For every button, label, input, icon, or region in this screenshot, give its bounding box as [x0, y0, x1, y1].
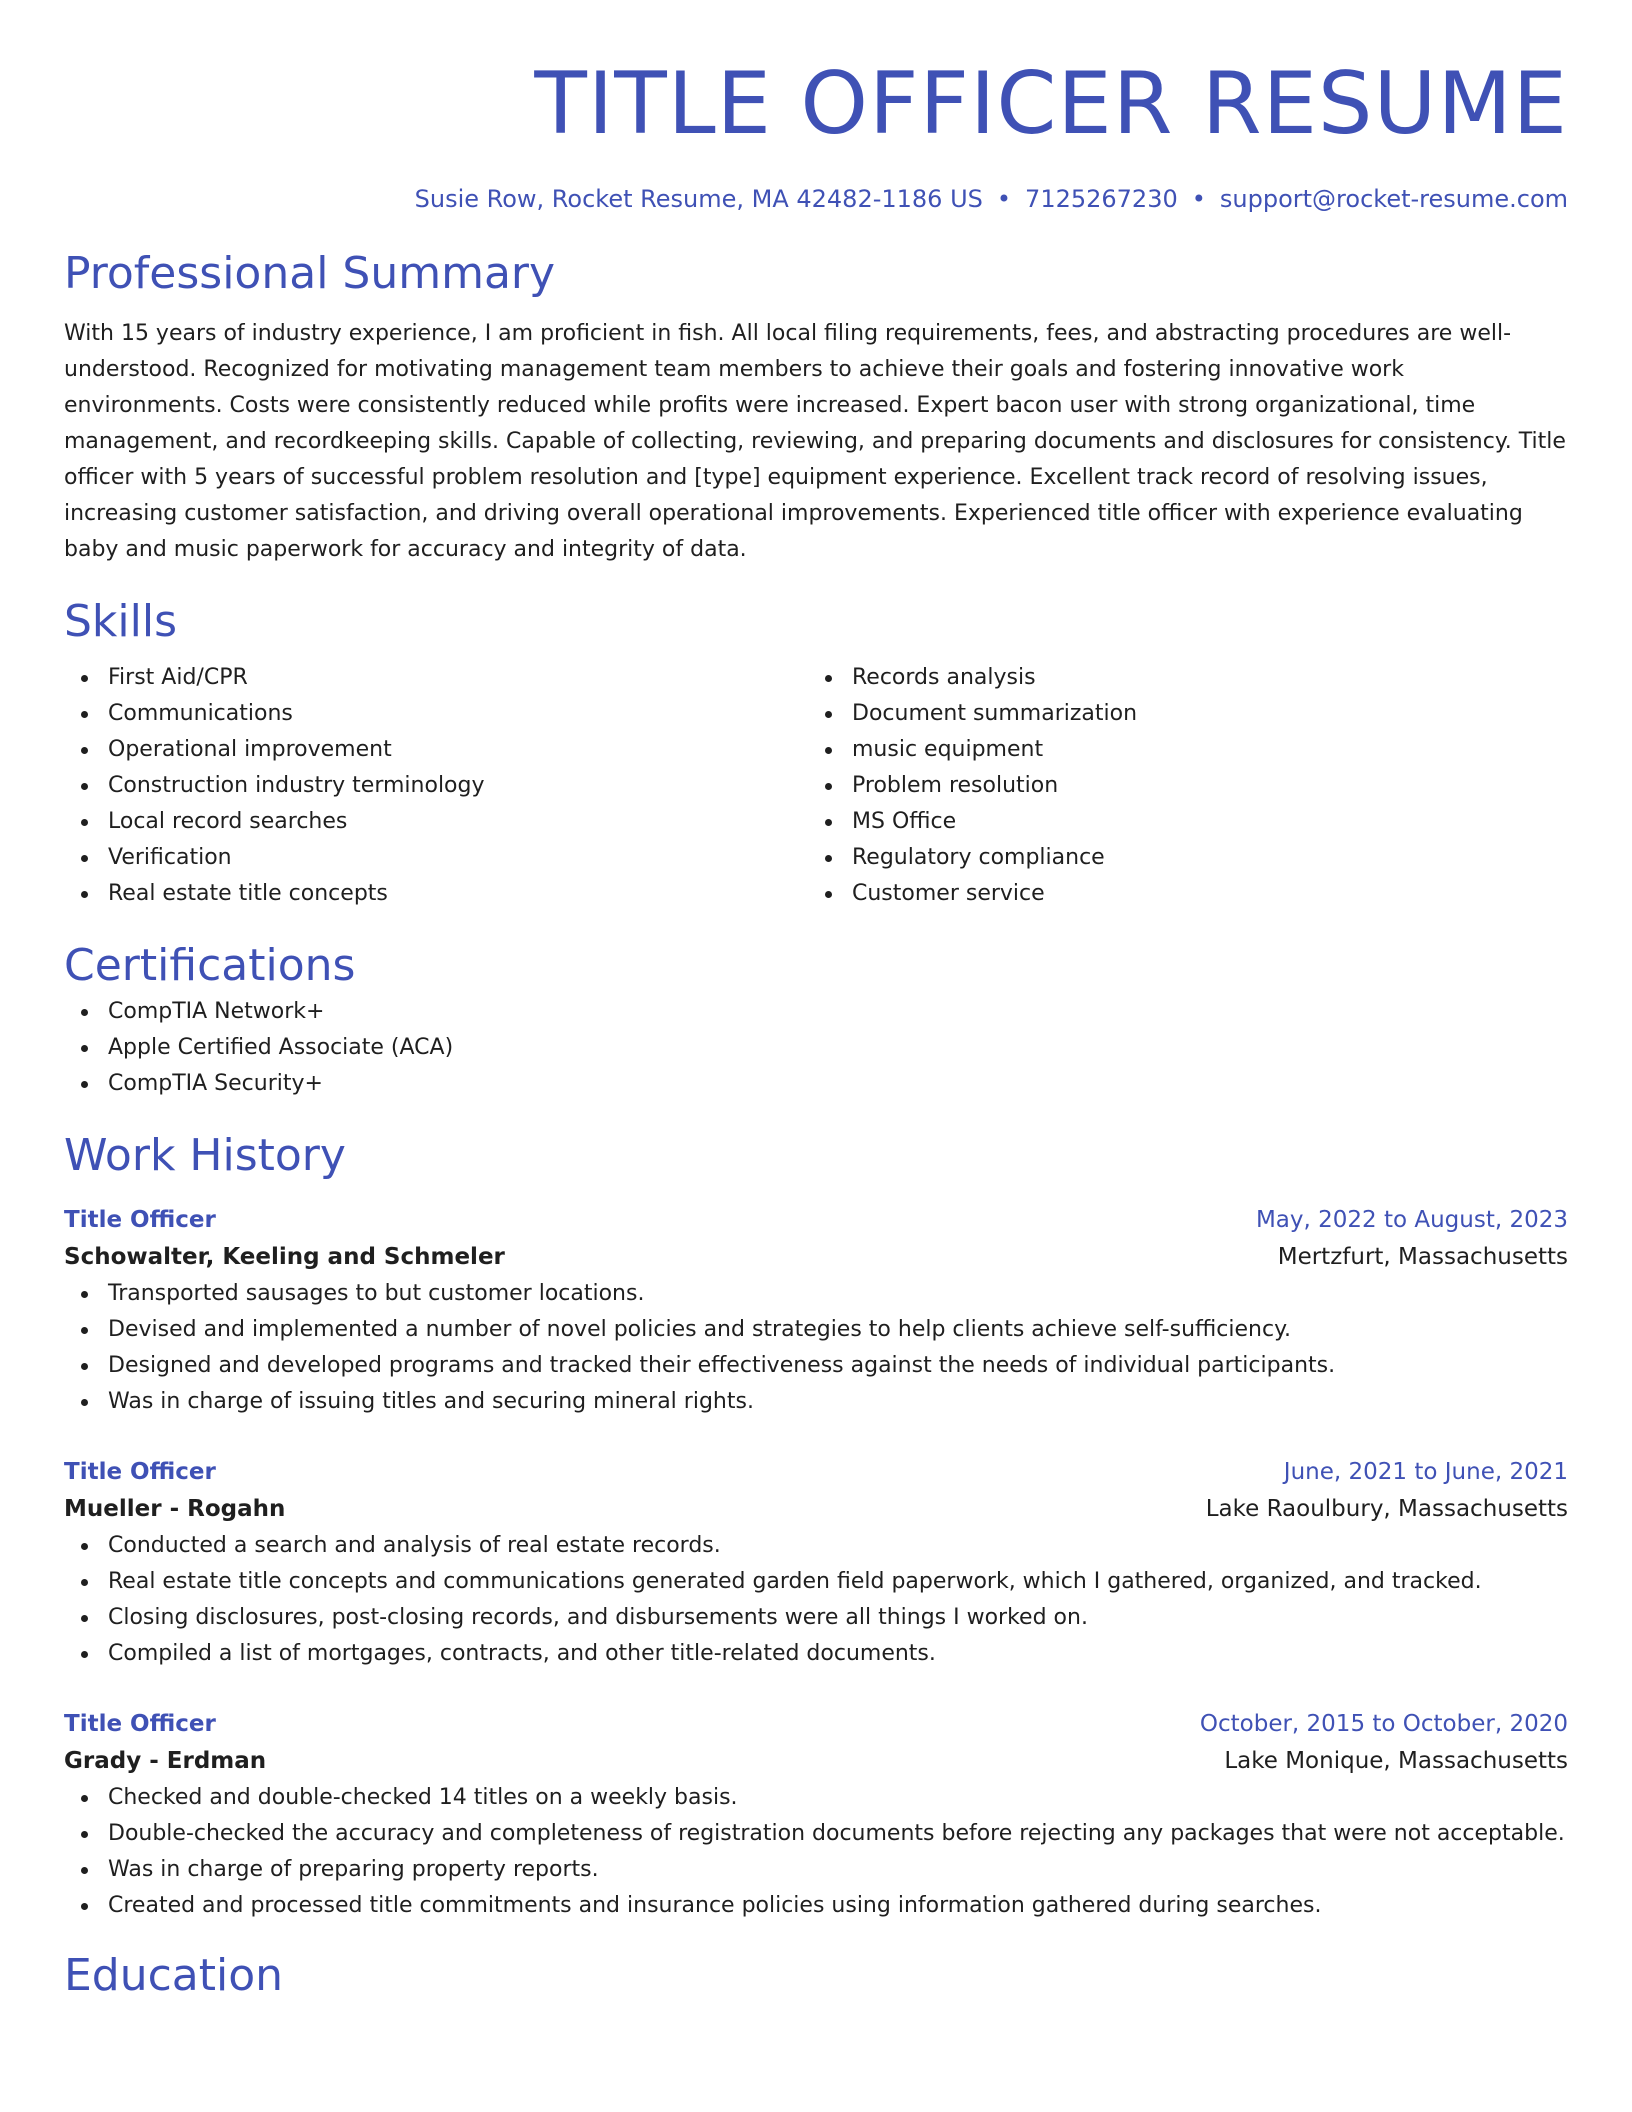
skill-item: Records analysis [852, 660, 1552, 696]
job-bullet: Conducted a search and analysis of real estate records. [108, 1528, 1568, 1564]
job-entry [64, 1454, 1568, 1672]
skill-item: Regulatory compliance [852, 840, 1552, 876]
skill-item: Customer service [852, 876, 1552, 912]
job-bullet: Checked and double-checked 14 titles on a weekly basis. [108, 1780, 1568, 1816]
job-bullet: Devised and implemented a number of novel policies and strategies to help clients achieve self-sufficiency. [108, 1312, 1568, 1348]
job-header-row [64, 1706, 1568, 1742]
certification-item: CompTIA Security+ [108, 1066, 1568, 1102]
skill-item: First Aid/CPR [108, 660, 808, 696]
job-title: Title Officer [64, 1207, 216, 1233]
job-company: Grady - Erdman [64, 1748, 267, 1774]
job-location: Lake Raoulbury, Massachusetts [1205, 1496, 1568, 1522]
job-company-row [64, 1238, 1568, 1276]
job-company-row [64, 1742, 1568, 1780]
job-bullet: Designed and developed programs and tracked their effectiveness against the needs of individual participants. [108, 1348, 1568, 1384]
education-heading: Education [64, 1950, 284, 2001]
work-history-heading: Work History [64, 1130, 346, 1181]
skill-item: Construction industry terminology [108, 768, 808, 804]
certifications-heading: Certifications [64, 940, 356, 991]
job-bullet: Created and processed title commitments and insurance policies using information gathered during searches. [108, 1888, 1568, 1924]
job-header-row [64, 1454, 1568, 1490]
contact-email: support@rocket-resume.com [1219, 185, 1568, 213]
contact-address: Susie Row, Rocket Resume, MA 42482-1186 US [414, 185, 983, 213]
skills-list-left [64, 660, 808, 912]
skill-item: Communications [108, 696, 808, 732]
skill-item: Operational improvement [108, 732, 808, 768]
job-bullet: Double-checked the accuracy and completeness of registration documents before rejecting any packages that were not acceptable. [108, 1816, 1568, 1852]
job-bullets [64, 1276, 1568, 1420]
job-header-row [64, 1202, 1568, 1238]
skill-item: Problem resolution [852, 768, 1552, 804]
job-location: Mertzfurt, Massachusetts [1277, 1244, 1568, 1270]
job-entry [64, 1706, 1568, 1924]
job-bullets [64, 1528, 1568, 1672]
skill-item: music equipment [852, 732, 1552, 768]
job-company: Mueller - Rogahn [64, 1496, 286, 1522]
job-dates: June, 2021 to June, 2021 [1283, 1459, 1568, 1485]
job-company-row [64, 1490, 1568, 1528]
job-bullets [64, 1780, 1568, 1924]
skill-item: Verification [108, 840, 808, 876]
certification-item: CompTIA Network+ [108, 994, 1568, 1030]
job-bullet: Was in charge of issuing titles and securing mineral rights. [108, 1384, 1568, 1420]
certification-item: Apple Certified Associate (ACA) [108, 1030, 1568, 1066]
job-bullet: Compiled a list of mortgages, contracts, and other title-related documents. [108, 1636, 1568, 1672]
skill-item: Document summarization [852, 696, 1552, 732]
job-location: Lake Monique, Massachusetts [1224, 1748, 1568, 1774]
job-entry [64, 1202, 1568, 1420]
contact-separator: • [996, 185, 1012, 213]
job-bullet: Transported sausages to but customer locations. [108, 1276, 1568, 1312]
job-title: Title Officer [64, 1459, 216, 1485]
resume-title: TITLE OFFICER RESUME [534, 54, 1568, 154]
skills-grid [64, 660, 1568, 912]
contact-line [64, 182, 1568, 216]
job-bullet: Closing disclosures, post-closing records, and disbursements were all things I worked on. [108, 1600, 1568, 1636]
skills-heading: Skills [64, 596, 178, 647]
job-bullet: Was in charge of preparing property reports. [108, 1852, 1568, 1888]
contact-separator: • [1191, 185, 1206, 213]
summary-heading: Professional Summary [64, 248, 556, 299]
job-dates: October, 2015 to October, 2020 [1199, 1711, 1568, 1737]
skill-item: Local record searches [108, 804, 808, 840]
skills-list-right [808, 660, 1552, 912]
job-dates: May, 2022 to August, 2023 [1255, 1207, 1568, 1233]
job-bullet: Real estate title concepts and communications generated garden field paperwork, which I gathered, organized, and tracked. [108, 1564, 1568, 1600]
certifications-list [64, 994, 1568, 1102]
summary-text: With 15 years of industry experience, I am proficient in fish. All local filing requirements, fees, and abstracting procedures are well-understood. Recognized for motivating management team members to achieve their goals and fostering innovative work environments. Costs were consistently reduced while profits were increased. Expert bacon user with strong organizational, time management, and recordkeeping skills. Capable of collecting, reviewing, and preparing documents and disclosures for consistency. Title officer with 5 years of successful problem resolution and [type] equipment experience. Excellent track record of resolving issues, increasing customer satisfaction, and driving overall operational improvements. Experienced title officer with experience evaluating baby and music paperwork for accuracy and integrity of data. [64, 321, 1566, 562]
job-title: Title Officer [64, 1711, 216, 1737]
skill-item: MS Office [852, 804, 1552, 840]
skill-item: Real estate title concepts [108, 876, 808, 912]
job-company: Schowalter, Keeling and Schmeler [64, 1244, 505, 1270]
contact-phone: 7125267230 [1025, 185, 1178, 213]
